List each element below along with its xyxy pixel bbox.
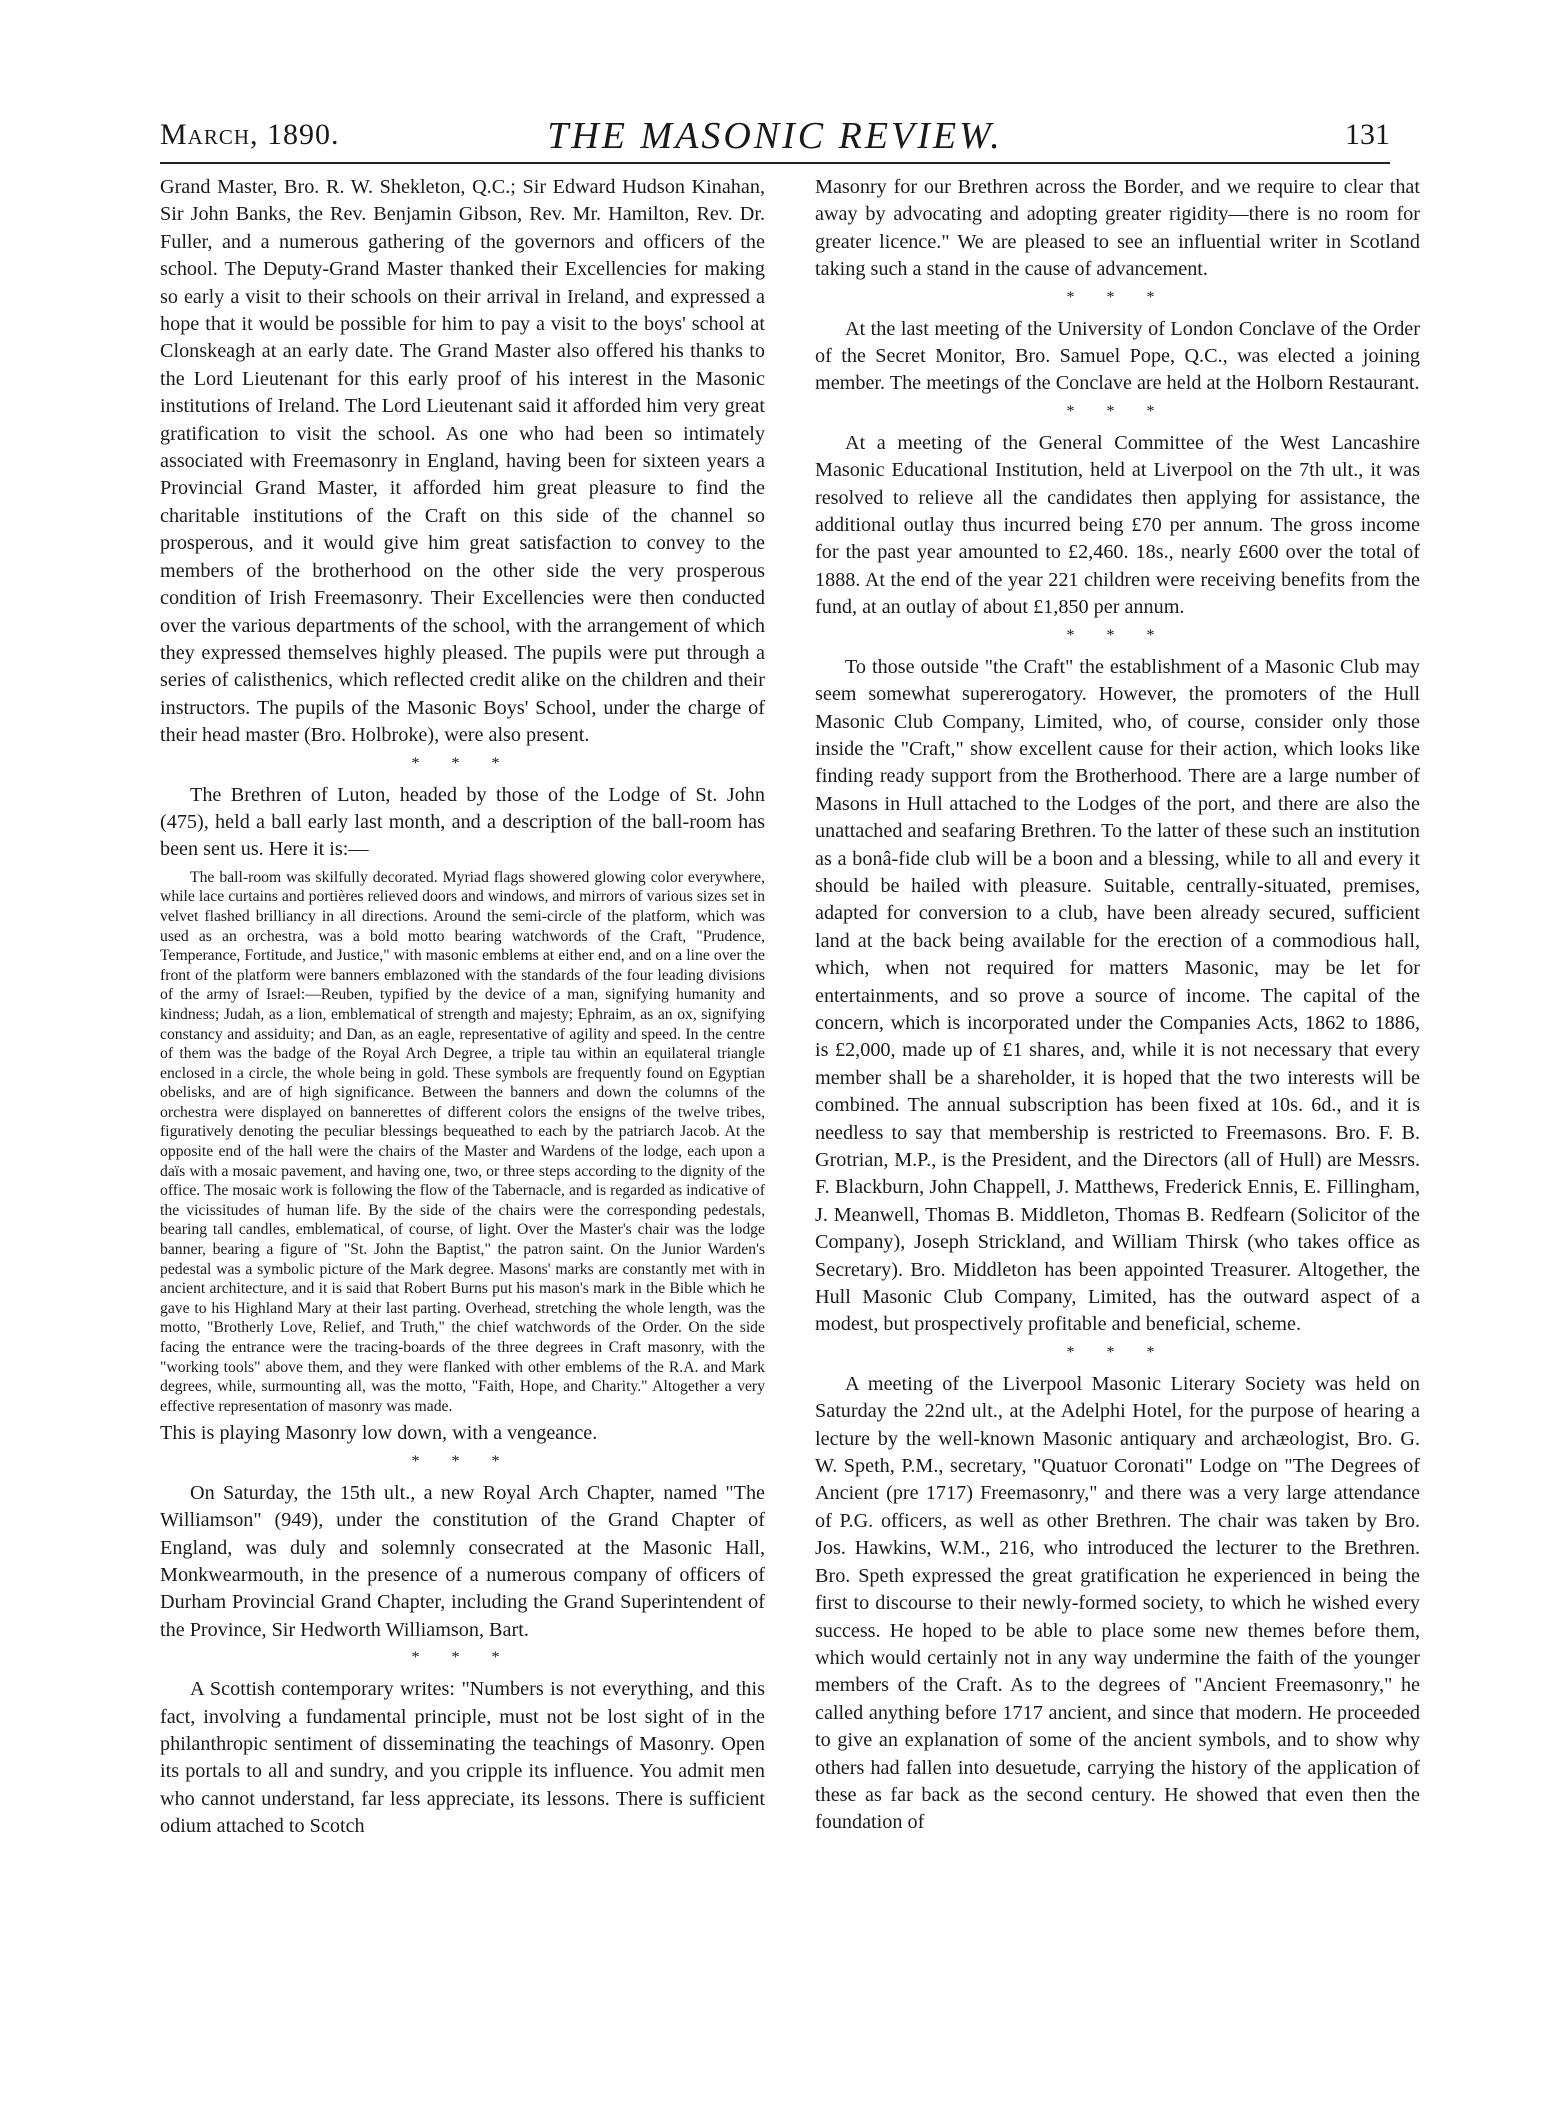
- issue-date: March, 1890.: [160, 118, 340, 151]
- page-number: 131: [1345, 118, 1390, 151]
- paragraph: At a meeting of the General Committee of the West Lancashire Masonic Educational Institution, held at Liverpool on the 7th ult., it was resolved to relieve all the candidates then applying for assistance, the additional outlay thus incurred being £70 per annum. The gross income for the past year amounted to £2,460. 18s., nearly £600 over the total of 1888. At the end of the year 221 children were receiving benefits from the fund, at an outlay of about £1,850 per annum.: [815, 431, 1420, 619]
- left-column: [160, 174, 765, 1841]
- paragraph: On Saturday, the 15th ult., a new Royal Arch Chapter, named "The Williamson" (949), under the constitution of the Grand Chapter of England, was duly and solemnly consecrated at the Masonic Hall, Monkwearmouth, in the presence of a numerous company of officers of Durham Provincial Grand Chapter, including the Grand Superintendent of the Province, Sir Hedworth Williamson, Bart.: [160, 1481, 765, 1641]
- section-divider: * * *: [1066, 1343, 1169, 1361]
- section-divider: * * *: [1066, 402, 1169, 420]
- right-column: [815, 174, 1420, 1837]
- section-divider: * * *: [411, 754, 514, 772]
- paragraph: A Scottish contemporary writes: "Numbers is not everything, and this fact, involving a fundamental principle, must not be lost sight of in the philanthropic sentiment of disseminating the teachings of Masonry. Open its portals to all and sundry, and you cripple its influence. You admit men who cannot understand, far less appreciate, its lessons. There is sufficient odium attached to Scotch: [160, 1678, 765, 1838]
- paragraph: Masonry for our Brethren across the Border, and we require to clear that away by advocating and adopting greater rigidity—there is no room for greater licence." We are pleased to see an influential writer in Scotland taking such a stand in the cause of advancement.: [815, 176, 1420, 281]
- paragraph: A meeting of the Liverpool Masonic Literary Society was held on Saturday the 22nd ult., at the Adelphi Hotel, for the purpose of hearing a lecture by the well-known Masonic antiquary and archæologist, Bro. G. W. Speth, P.M., secretary, "Quatuor Coronati" Lodge on "The Degrees of Ancient (pre 1717) Freemasonry," and there was a very large attendance of P.G. officers, as well as other Brethren. The chair was taken by Bro. Jos. Hawkins, W.M., 216, who introduced the lecturer to the Brethren. Bro. Speth expressed the great gratification he experienced in being the first to discourse to their newly-formed society, to which he wished every success. He hoped to be able to place some new themes before them, which would certainly not in any way undermine the faith of the younger members of the Craft. As to the degrees of "Ancient Freemasonry," he called anything before 1717 ancient, and since that modern. He proceeded to give an explanation of some of the ancient symbols, and to show why others had fallen into desuetude, carrying the history of the application of these as far back as the second century. He showed that even then the foundation of: [815, 1372, 1420, 1834]
- paragraph: To those outside "the Craft" the establishment of a Masonic Club may seem somewhat supererogatory. However, the promoters of the Hull Masonic Club Company, Limited, who, of course, consider only those inside the "Craft," show excellent cause for their action, which looks like finding ready support from the Brotherhood. There are a large number of Masons in Hull attached to the Lodges of the port, and there are also the unattached and seafaring Brethren. To the latter of these such an institution as a bonâ-fide club will be a boon and a blessing, while to all and every it should be hailed with pleasure. Suitable, centrally-situated, premises, adapted for conversion to a club, have been already secured, sufficient land at the back being available for the erection of a commodious hall, which, when not required for matters Masonic, may be let for entertainments, and so prove a source of income. The capital of the concern, which is incorporated under the Companies Acts, 1862 to 1886, is £2,000, made up of £1 shares, and, while it is not necessary that every member shall be a shareholder, it is hoped that the two interests will be combined. The annual subscription has been fixed at 10s. 6d., and it is needless to say that membership is restricted to Freemasons. Bro. F. B. Grotrian, M.P., is the President, and the Directors (all of Hull) are Messrs. F. Blackburn, John Chappell, J. Matthews, Frederick Ennis, E. Fillingham, J. Meanwell, Thomas B. Middleton, Thomas B. Redfearn (Solicitor of the Company), Joseph Strickland, and William Thirsk (who takes office as Secretary). Bro. Middleton has been appointed Treasurer. Altogether, the Hull Masonic Club Company, Limited, has the outward aspect of a modest, but prospectively profitable and beneficial, scheme.: [815, 655, 1420, 1336]
- section-divider: * * *: [411, 1649, 514, 1667]
- section-divider: * * *: [1066, 626, 1169, 644]
- section-divider: * * *: [411, 1452, 514, 1470]
- paragraph: This is playing Masonry low down, with a vengeance.: [160, 1422, 598, 1445]
- journal-title: THE MASONIC REVIEW.: [547, 115, 1003, 157]
- paragraph: At the last meeting of the University of London Conclave of the Order of the Secret Monitor, Bro. Samuel Pope, Q.C., was elected a joining member. The meetings of the Conclave are held at the Holborn Restaurant.: [815, 317, 1420, 395]
- section-divider: * * *: [1066, 288, 1169, 306]
- page-header: [160, 115, 1390, 158]
- paragraph: The Brethren of Luton, headed by those of the Lodge of St. John (475), held a ball early last month, and a description of the ball-room has been sent us. Here it is:—: [160, 783, 765, 861]
- paragraph: Grand Master, Bro. R. W. Shekleton, Q.C.; Sir Edward Hudson Kinahan, Sir John Banks, the Rev. Benjamin Gibson, Rev. Mr. Hamilton, Rev. Dr. Fuller, and a numerous gathering of the governors and officers of the school. The Deputy-Grand Master thanked their Excellencies for making so early a visit to their schools on their arrival in Ireland, and expressed a hope that it would be possible for him to pay a visit to the boys' school at Clonskeagh at an early date. The Grand Master also offered his thanks to the Lord Lieutenant for this early proof of his interest in the Masonic institutions of Ireland. The Lord Lieutenant said it afforded him very great gratification to visit the school. As one who had been so intimately associated with Freemasonry in England, having been for sixteen years a Provincial Grand Master, it afforded him great pleasure to find the charitable institutions of the Craft on this side of the channel so prosperous, and it would give him great satisfaction to convey to the members of the brotherhood on the other side the very prosperous condition of Irish Freemasonry. Their Excellencies were then conducted over the various departments of the school, with the arrangement of which they expressed themselves highly pleased. The pupils were put through a series of calisthenics, which reflected credit alike on the children and their instructors. The pupils of the Masonic Boys' School, under the charge of their head master (Bro. Holbroke), were also present.: [160, 176, 765, 747]
- header-rule: [160, 162, 1390, 164]
- quoted-passage: The ball-room was skilfully decorated. Myriad flags showered glowing color everywhere, while lace curtains and portières relieved doors and windows, and mirrors of various sizes set in velvet flashed brilliancy in all directions. Around the semi-circle of the platform, which was used as an orchestra, was a bold motto bearing watchwords of the Craft, "Prudence, Temperance, Fortitude, and Justice," with masonic emblems at either end, and on a line over the front of the platform were banners emblazoned with the standards of the four leading divisions of the army of Israel:—Reuben, typified by the device of a man, signifying humanity and kindness; Judah, as a lion, emblematical of strength and majesty; Ephraim, as an ox, signifying constancy and assiduity; and Dan, as an eagle, representative of agility and speed. In the centre of them was the badge of the Royal Arch Degree, a triple tau within an equilateral triangle enclosed in a circle, the whole being in gold. These symbols are frequently found on Egyptian obelisks, and are of high significance. Between the banners and down the columns of the orchestra were displayed on bannerettes of different colors the ensigns of the twelve tribes, figuratively denoting the peculiar blessings bequeathed to each by the patriarch Jacob. At the opposite end of the hall were the chairs of the Master and Wardens of the lodge, each upon a daïs with a mosaic pavement, and having one, two, or three steps according to the dignity of the office. The mosaic work is following the flow of the Tabernacle, and is regarded as indicative of the vicissitudes of human life. By the side of the chairs were the corresponding pedestals, bearing tall candles, emblematical, of course, of light. Over the Master's chair was the lodge banner, bearing a figure of "St. John the Baptist," the patron saint. On the Junior Warden's pedestal was a symbolic picture of the Mark degree. Masons' marks are constantly met with in ancient architecture, and it is said that Robert Burns put his mason's mark in the Bible which he gave to his Highland Mary at their last parting. Overhead, stretching the whole length, was the motto, "Brotherly Love, Relief, and Truth," the chief watchwords of the Order. On the side facing the entrance were the tracing-boards of the three degrees in Craft masonry, with the "working tools" above them, and they were flanked with other emblems of the R.A. and Mark degrees, while, surmounting all, was the motto, "Faith, Hope, and Charity." Altogether a very effective representation of masonry was made.: [160, 868, 765, 1415]
